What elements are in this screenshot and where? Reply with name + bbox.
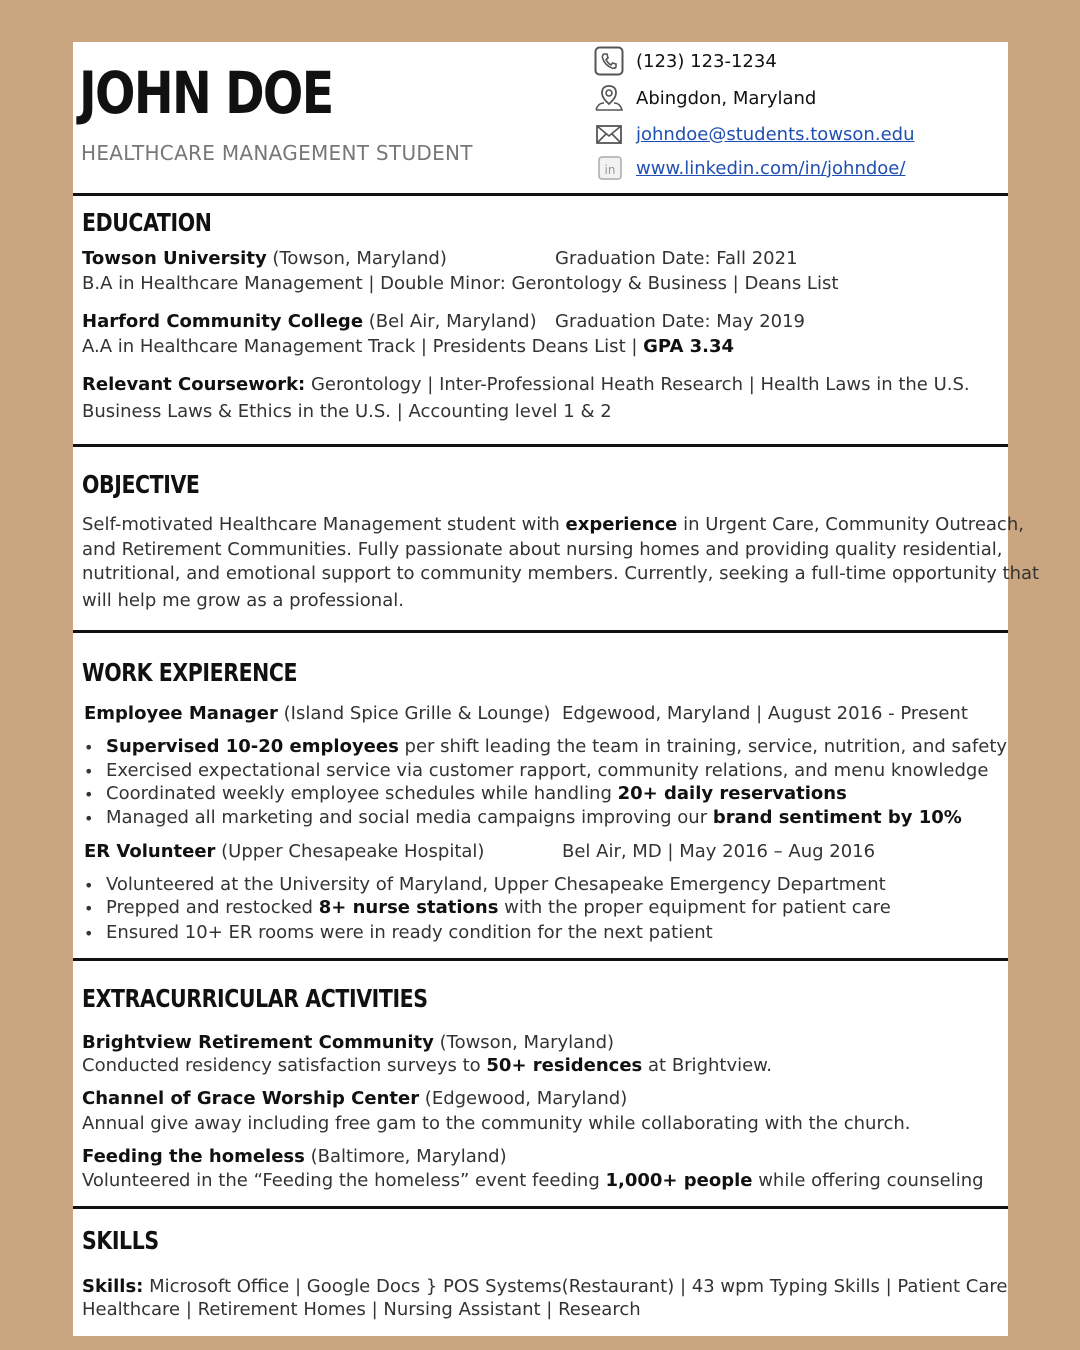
- resume-page: [73, 42, 1040, 1336]
- job-2-title: ER Volunteer (Upper Chesapeake Hospital): [84, 841, 485, 862]
- education-heading: EDUCATION: [82, 208, 212, 237]
- contact-linkedin: [594, 153, 905, 183]
- education-detail-1: B.A in Healthcare Management | Double Minor: Gerontology & Business | Deans List: [82, 273, 839, 294]
- phone-number: (123) 123-1234: [636, 50, 777, 72]
- linkedin-link[interactable]: www.linkedin.com/in/johndoe/: [636, 157, 906, 179]
- skills-line-2: Healthcare | Retirement Homes | Nursing Assistant | Research: [82, 1299, 641, 1320]
- extracurricular-heading: EXTRACURRICULAR ACTIVITIES: [82, 984, 428, 1013]
- contact-phone: [594, 46, 777, 76]
- education-grad-1: Graduation Date: Fall 2021: [555, 248, 798, 269]
- education-grad-2: Graduation Date: May 2019: [555, 311, 805, 332]
- section-divider: [73, 958, 1008, 961]
- coursework-line-1: Relevant Coursework: Gerontology | Inter-Professional Heath Research | Health Laws in the U.S.: [82, 374, 970, 395]
- activity-2-title: Channel of Grace Worship Center (Edgewood, Maryland): [82, 1088, 628, 1109]
- activity-1-title: Brightview Retirement Community (Towson, Maryland): [82, 1032, 615, 1053]
- job-2-bullet-1: Volunteered at the University of Maryland, Upper Chesapeake Emergency Department: [106, 874, 886, 895]
- job-1-bullet-4: Managed all marketing and social media campaigns improving our brand sentiment by 10%: [106, 807, 962, 828]
- bullet-marker: •: [84, 899, 94, 918]
- bullet-marker: •: [84, 785, 94, 804]
- location-pin-icon: [594, 83, 624, 113]
- skills-heading: SKILLS: [82, 1226, 159, 1255]
- section-divider: [73, 444, 1008, 447]
- coursework-line-2: Business Laws & Ethics in the U.S. | Accounting level 1 & 2: [82, 401, 612, 422]
- job-1-bullet-1: Supervised 10-20 employees per shift leading the team in training, service, nutrition, and safety: [106, 736, 1008, 757]
- activity-3-desc: Volunteered in the “Feeding the homeless” event feeding 1,000+ people while offering counseling: [82, 1170, 984, 1191]
- svg-text:in: in: [604, 163, 616, 177]
- job-2-bullet-2: Prepped and restocked 8+ nurse stations with the proper equipment for patient care: [106, 897, 891, 918]
- bullet-marker: •: [84, 738, 94, 757]
- candidate-subtitle: HEALTHCARE MANAGEMENT STUDENT: [81, 141, 473, 165]
- job-1-title: Employee Manager (Island Spice Grille & Lounge): [84, 703, 551, 724]
- activity-1-desc: Conducted residency satisfaction surveys to 50+ residences at Brightview.: [82, 1055, 772, 1076]
- section-divider: [73, 630, 1008, 633]
- bullet-marker: •: [84, 876, 94, 895]
- job-1-bullet-2: Exercised expectational service via customer rapport, community relations, and menu knowledge: [106, 760, 989, 781]
- bullet-marker: •: [84, 924, 94, 943]
- job-1-meta: Edgewood, Maryland | August 2016 - Present: [562, 703, 968, 724]
- phone-icon: [594, 46, 624, 76]
- section-divider: [73, 193, 1008, 196]
- section-divider: [73, 1206, 1008, 1209]
- job-2-meta: Bel Air, MD | May 2016 – Aug 2016: [562, 841, 876, 862]
- linkedin-icon: [594, 153, 624, 183]
- email-link[interactable]: johndoe@students.towson.edu: [636, 123, 915, 145]
- contact-email: [594, 119, 914, 149]
- contact-location: [594, 83, 816, 113]
- job-2-bullet-3: Ensured 10+ ER rooms were in ready condition for the next patient: [106, 922, 713, 943]
- skills-line-1: Skills: Microsoft Office | Google Docs } POS Systems(Restaurant) | 43 wpm Typing Skills | Patient Care: [82, 1276, 1008, 1297]
- location-text: Abingdon, Maryland: [636, 87, 817, 109]
- education-school-1: Towson University (Towson, Maryland): [82, 248, 447, 269]
- education-detail-2: A.A in Healthcare Management Track | Presidents Deans List | GPA 3.34: [82, 336, 735, 357]
- envelope-icon: [594, 119, 624, 149]
- objective-line-1: Self-motivated Healthcare Management student with experience in Urgent Care, Community Outreach,: [82, 514, 1024, 535]
- objective-line-2: and Retirement Communities. Fully passionate about nursing homes and providing quality residential,: [82, 539, 1003, 560]
- bullet-marker: •: [84, 762, 94, 781]
- activity-2-desc: Annual give away including free gam to the community while collaborating with the church.: [82, 1113, 911, 1134]
- objective-heading: OBJECTIVE: [82, 470, 200, 499]
- work-heading: WORK EXPIERENCE: [82, 658, 298, 687]
- candidate-name: JOHN DOE: [79, 59, 333, 127]
- education-school-2: Harford Community College (Bel Air, Maryland): [82, 311, 537, 332]
- bullet-marker: •: [84, 809, 94, 828]
- activity-3-title: Feeding the homeless (Baltimore, Maryland): [82, 1146, 507, 1167]
- objective-line-3: nutritional, and emotional support to community members. Currently, seeking a full-time opportunity that: [82, 563, 1040, 584]
- job-1-bullet-3: Coordinated weekly employee schedules while handling 20+ daily reservations: [106, 783, 847, 804]
- objective-line-4: will help me grow as a professional.: [82, 590, 404, 611]
